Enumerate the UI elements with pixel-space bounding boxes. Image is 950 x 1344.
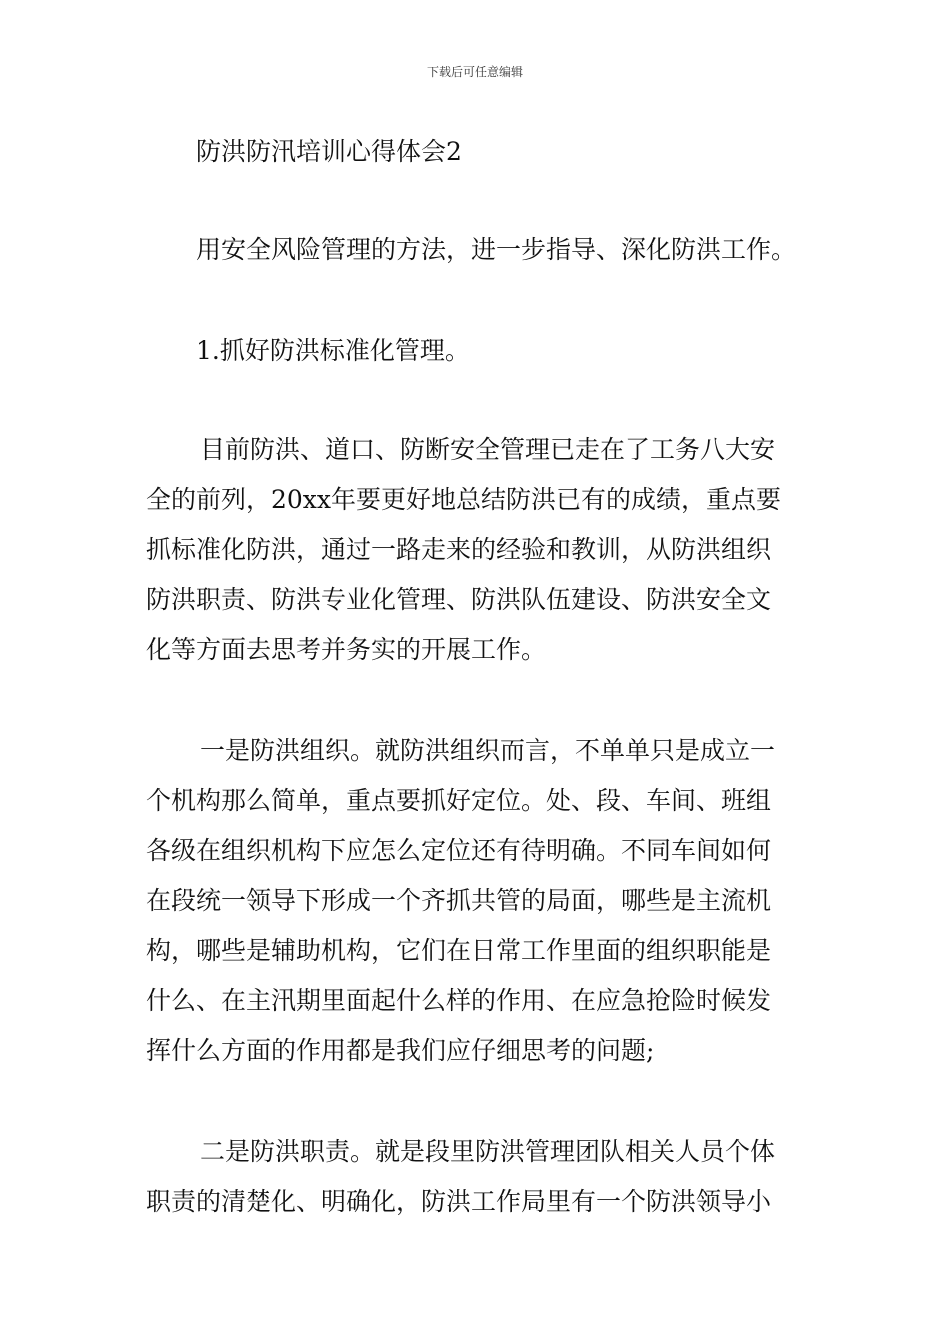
document-title: 防洪防汛培训心得体会2 — [196, 137, 462, 166]
paragraph2-line: 构，哪些是辅助机构，它们在日常工作里面的组织职能是 — [146, 936, 772, 965]
paragraph1-line: 化等方面去思考并务实的开展工作。 — [146, 635, 547, 664]
paragraph3-line: 职责的清楚化、明确化，防洪工作局里有一个防洪领导小 — [146, 1187, 772, 1216]
paragraph2-line: 挥什么方面的作用都是我们应仔细思考的问题; — [146, 1036, 655, 1065]
header-note: 下载后可任意编辑 — [426, 65, 523, 79]
paragraph2-line: 什么、在主汛期里面起什么样的作用、在应急抢险时候发 — [146, 986, 772, 1015]
paragraph2-line: 个机构那么简单，重点要抓好定位。处、段、车间、班组 — [146, 786, 772, 815]
paragraph1-line: 目前防洪、道口、防断安全管理已走在了工务八大安 — [200, 435, 776, 464]
paragraph1-line: 抓标准化防洪，通过一路走来的经验和教训，从防洪组织 — [146, 535, 772, 564]
paragraph3-line: 二是防洪职责。就是段里防洪管理团队相关人员个体 — [200, 1137, 776, 1166]
paragraph2-line: 一是防洪组织。就防洪组织而言，不单单只是成立一 — [200, 736, 776, 765]
paragraph2-line: 各级在组织机构下应怎么定位还有待明确。不同车间如何 — [146, 836, 772, 865]
paragraph1-line: 全的前列，20xx年要更好地总结防洪已有的成绩，重点要 — [146, 485, 782, 514]
intro-line: 用安全风险管理的方法，进一步指导、深化防洪工作。 — [196, 235, 797, 264]
paragraph2-line: 在段统一领导下形成一个齐抓共管的局面，哪些是主流机 — [146, 886, 772, 915]
section-heading: 1.抓好防洪标准化管理。 — [196, 336, 470, 365]
paragraph1-line: 防洪职责、防洪专业化管理、防洪队伍建设、防洪安全文 — [146, 585, 772, 614]
